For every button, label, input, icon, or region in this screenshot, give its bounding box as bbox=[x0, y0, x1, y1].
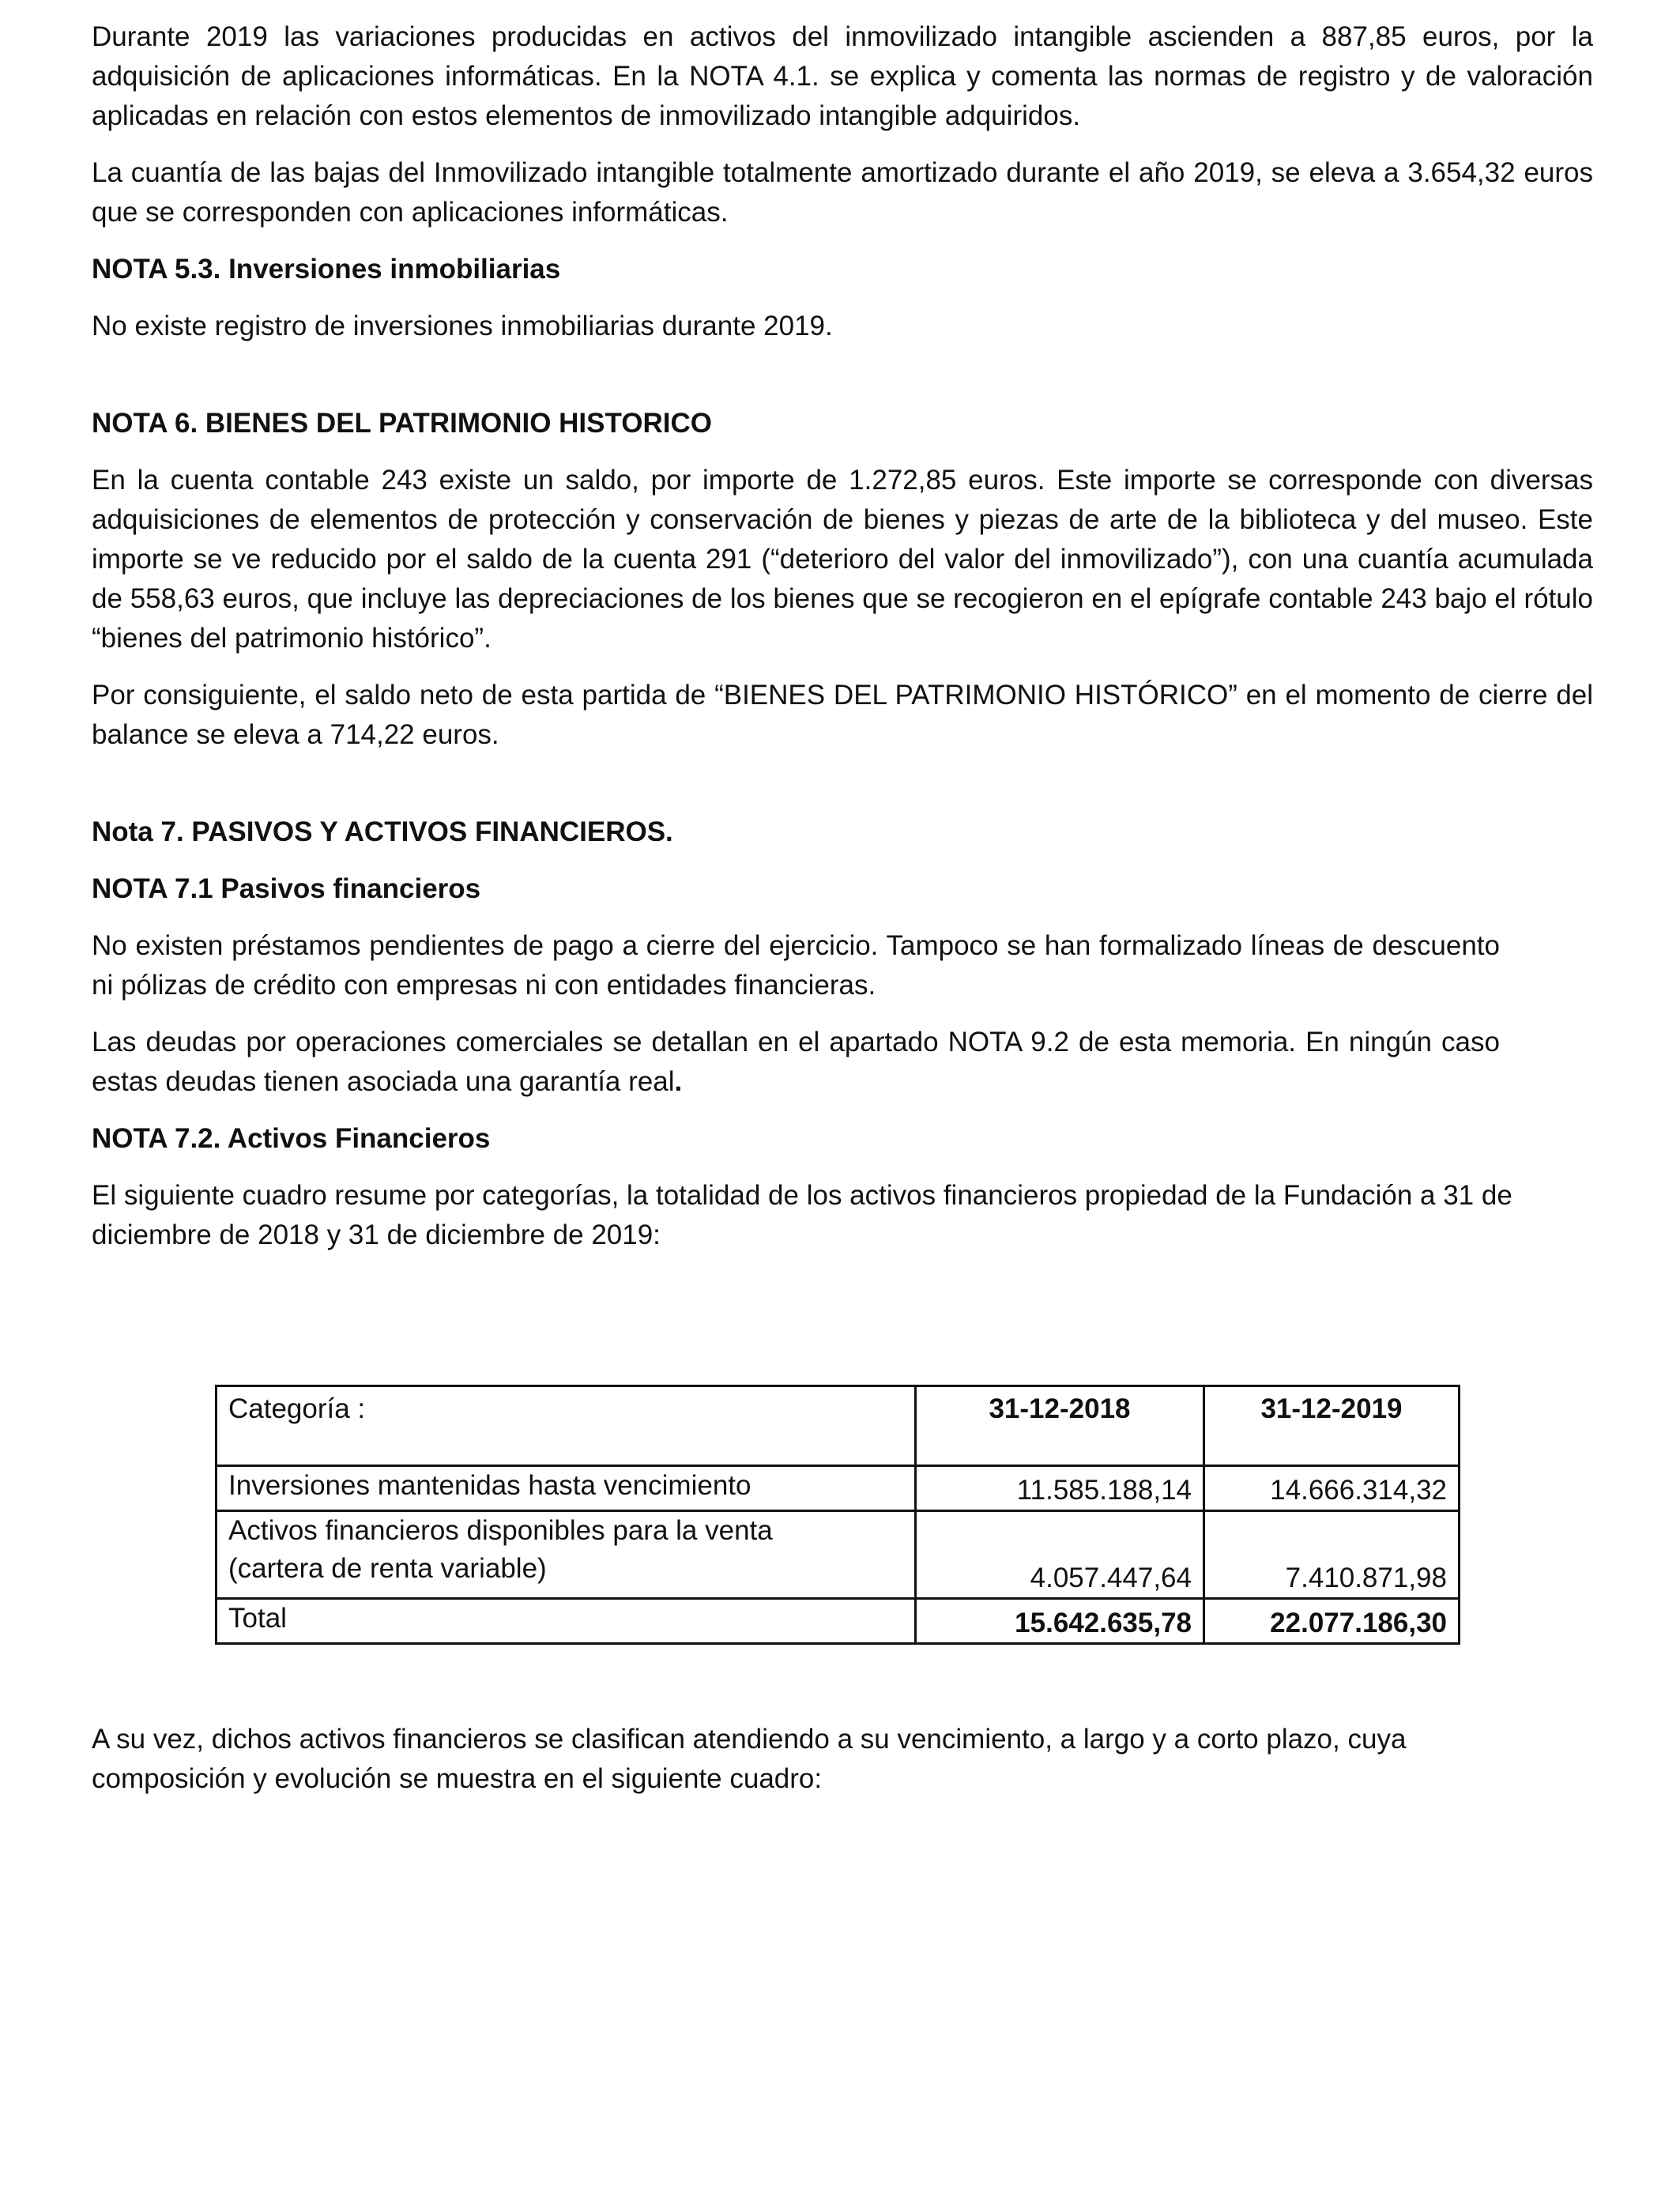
heading-nota-5-3: NOTA 5.3. Inversiones inmobiliarias bbox=[92, 254, 561, 285]
paragraph-no-loans: No existen préstamos pendientes de pago a cierre del ejercicio. Tampoco se han formalizado líneas de descuento ni pólizas de crédito con empresas ni con entidades financieras. bbox=[92, 930, 1500, 1001]
header-category: Categoría : bbox=[217, 1386, 916, 1466]
header-2018: 31-12-2018 bbox=[916, 1386, 1204, 1466]
row-value-2018: 4.057.447,64 bbox=[916, 1511, 1204, 1599]
row-value-2018: 11.585.188,14 bbox=[916, 1466, 1204, 1511]
total-value-2018: 15.642.635,78 bbox=[916, 1599, 1204, 1644]
heading-nota-7-2: NOTA 7.2. Activos Financieros bbox=[92, 1123, 491, 1154]
paragraph-account-243: En la cuenta contable 243 existe un saldo, por importe de 1.272,85 euros. Este importe se corresponde con diversas adquisiciones de elementos de protección y conservación de bienes y piezas de arte de la biblioteca y del museo. Este importe se ve reducido por el saldo de la cuenta 291 (“deterioro del valor del inmovilizado”), con una cuantía acumulada de 558,63 euros, que incluye las depreciaciones de los bienes que se recogieron en el epígrafe contable 243 bajo el rótulo “bienes del patrimonio histórico”. bbox=[92, 465, 1593, 654]
table-row bbox=[217, 1466, 1460, 1511]
table-header-row bbox=[217, 1386, 1460, 1466]
header-2019: 31-12-2019 bbox=[1204, 1386, 1460, 1466]
paragraph-intangible-variations: Durante 2019 las variaciones producidas en activos del inmovilizado intangible ascienden a 887,85 euros, por la adquisición de aplicaciones informáticas. En la NOTA 4.1. se explica y comenta las normas de registro y de valoración aplicadas en relación con estos elementos de inmovilizado intangible adquiridos. bbox=[92, 21, 1593, 131]
table-total-row bbox=[217, 1599, 1460, 1644]
row-label-held-to-maturity: Inversiones mantenidas hasta vencimiento bbox=[217, 1466, 916, 1511]
paragraph-commercial-debts bbox=[92, 1023, 1500, 1102]
row-value-2019: 7.410.871,98 bbox=[1204, 1511, 1460, 1599]
paragraph-intangible-disposals: La cuantía de las bajas del Inmovilizado intangible totalmente amortizado durante el año 2019, se eleva a 3.654,32 euros que se corresponden con aplicaciones informáticas. bbox=[92, 157, 1593, 228]
heading-nota-7-1: NOTA 7.1 Pasivos financieros bbox=[92, 873, 481, 904]
document-body-continued bbox=[92, 1720, 1593, 1799]
row-label-line-2: (cartera de renta variable) bbox=[228, 1553, 547, 1584]
total-label: Total bbox=[217, 1599, 916, 1644]
paragraph-maturity-classification: A su vez, dichos activos financieros se clasifican atendiendo a su vencimiento, a largo y a corto plazo, cuya composición y evolución se muestra en el siguiente cuadro: bbox=[92, 1724, 1407, 1794]
row-label-available-for-sale bbox=[217, 1511, 916, 1599]
paragraph-table-intro: El siguiente cuadro resume por categorías, la totalidad de los activos financieros propiedad de la Fundación a 31 de diciembre de 2018 y 31 de diciembre de 2019: bbox=[92, 1180, 1512, 1250]
total-value-2019: 22.077.186,30 bbox=[1204, 1599, 1460, 1644]
paragraph-commercial-debts-text: Las deudas por operaciones comerciales se detallan en el apartado NOTA 9.2 de esta memoria. En ningún caso estas deudas tienen asociada una garantía real bbox=[92, 1027, 1500, 1097]
row-value-2019: 14.666.314,32 bbox=[1204, 1466, 1460, 1511]
row-label-line-1: Activos financieros disponibles para la venta bbox=[228, 1515, 773, 1546]
heading-nota-6: NOTA 6. BIENES DEL PATRIMONIO HISTORICO bbox=[92, 408, 712, 439]
table-row bbox=[217, 1511, 1460, 1599]
paragraph-net-balance: Por consiguiente, el saldo neto de esta partida de “BIENES DEL PATRIMONIO HISTÓRICO” en el momento de cierre del balance se eleva a 714,22 euros. bbox=[92, 680, 1593, 750]
heading-nota-7: Nota 7. PASIVOS Y ACTIVOS FINANCIEROS. bbox=[92, 816, 673, 847]
financial-assets-table bbox=[215, 1385, 1460, 1645]
document-body bbox=[92, 17, 1593, 1255]
paragraph-no-real-estate: No existe registro de inversiones inmobiliarias durante 2019. bbox=[92, 311, 833, 341]
paragraph-commercial-debts-period: . bbox=[674, 1066, 683, 1097]
